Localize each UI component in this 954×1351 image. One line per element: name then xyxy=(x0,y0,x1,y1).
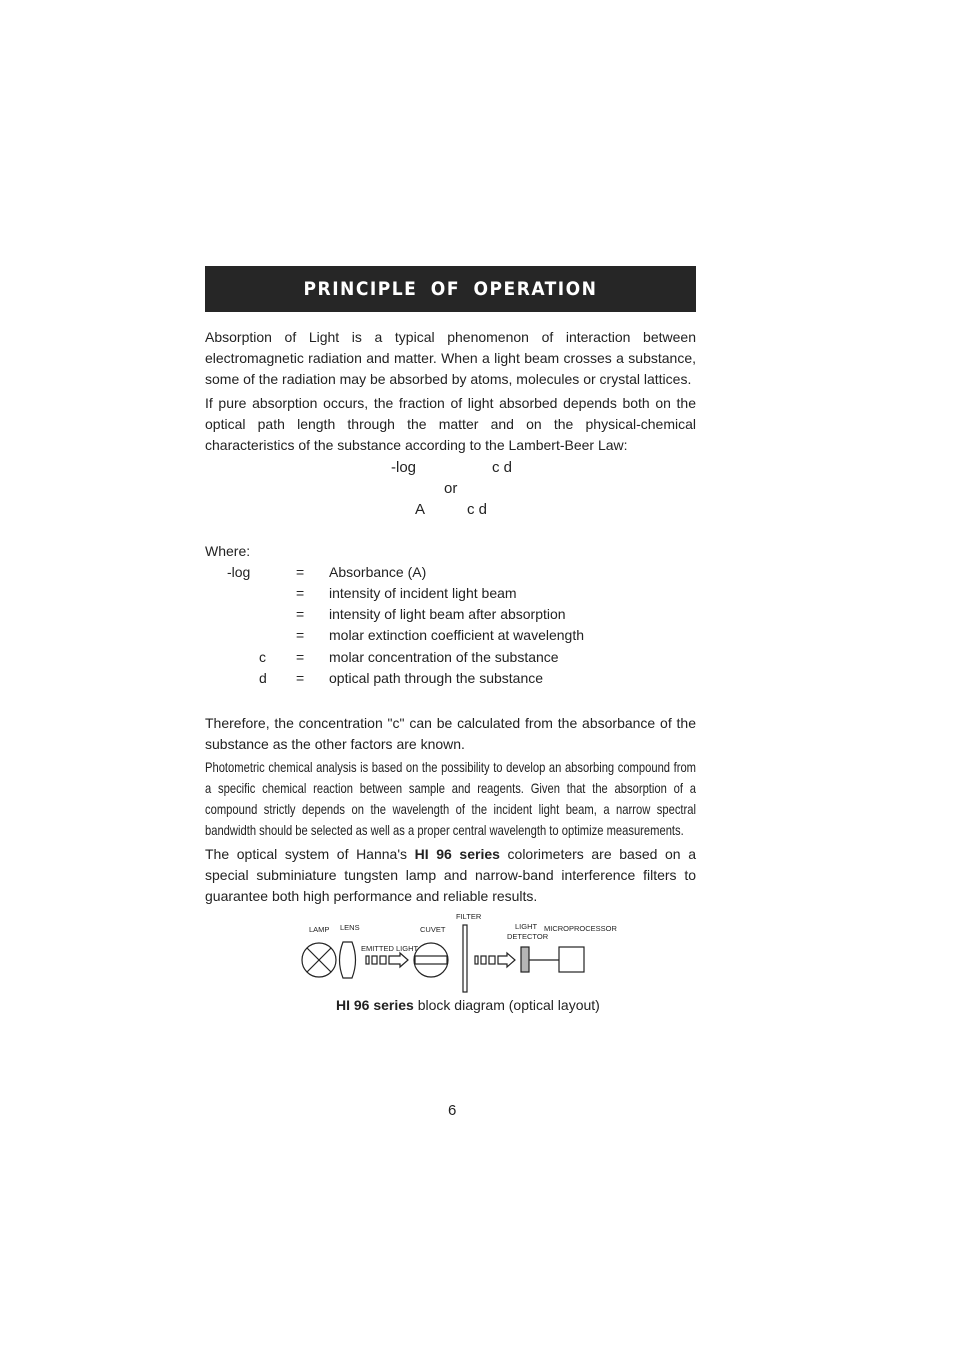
section-title-bar xyxy=(205,266,696,312)
filtered-light-arrow-icon xyxy=(475,953,515,967)
page-number: 6 xyxy=(448,1102,457,1119)
formula-or: or xyxy=(444,480,458,497)
lens-label: LENS xyxy=(340,923,360,932)
diagram-caption-text: block diagram (optical layout) xyxy=(413,997,600,1013)
where-desc-path: optical path through the substance xyxy=(329,670,544,686)
paragraph-optical-system xyxy=(205,844,696,907)
light-detector-icon xyxy=(521,947,529,972)
paragraph-absorption: Absorption of Light is a typical phenomenon of interaction between electromagnetic radiation and matter. When a light beam crosses a substance, some of the radiation may be absorbed by atoms, molecules or crystal lattices. xyxy=(205,329,696,387)
filter-icon xyxy=(463,925,467,992)
where-label: Where: xyxy=(205,543,251,559)
where-symbol-log: -log xyxy=(227,564,251,580)
lamp-label: LAMP xyxy=(309,925,330,934)
equals-sign: = xyxy=(296,585,305,601)
diagram-caption-series: HI 96 series xyxy=(336,997,414,1013)
detector-label: DETECTOR xyxy=(507,932,549,941)
where-desc-incident: intensity of incident light beam xyxy=(329,585,517,601)
cuvet-label: CUVET xyxy=(420,925,446,934)
microprocessor-icon xyxy=(559,947,584,972)
cuvet-icon xyxy=(414,943,448,977)
diagram-caption xyxy=(336,995,600,1016)
formula-a: A xyxy=(415,501,426,518)
filter-label: FILTER xyxy=(456,912,482,921)
paragraph-concentration: Therefore, the concentration "c" can be calculated from the absorbance of the substance as the other factors are known. xyxy=(205,715,696,752)
formula-log: -log xyxy=(391,459,417,476)
where-desc-extinction: molar extinction coefficient at wavelength xyxy=(329,627,584,643)
equals-sign: = xyxy=(296,627,305,643)
series-name: HI 96 series xyxy=(414,846,500,862)
lamp-icon xyxy=(302,943,336,977)
optical-system-prefix: The optical system of Hanna's xyxy=(205,846,415,862)
equals-sign: = xyxy=(296,670,305,686)
microprocessor-label: MICROPROCESSOR xyxy=(544,924,617,933)
optical-system-suffix: colorimeters are based on a special subminiature tungsten lamp and narrow-band interference filters to guarantee both high performance and reliable results. xyxy=(205,846,696,904)
paragraph-lambert-beer: If pure absorption occurs, the fraction of light absorbed depends both on the optical path length through the matter and on the physical-chemical characteristics of the substance according to the Lambert-Beer Law: xyxy=(205,395,696,453)
optical-block-diagram xyxy=(290,905,630,1000)
where-symbol-d: d xyxy=(259,670,267,686)
where-symbol-c: c xyxy=(259,649,266,665)
lens-icon xyxy=(340,942,356,978)
emitted-light-label: EMITTED LIGHT xyxy=(361,944,419,953)
light-label: LIGHT xyxy=(515,922,538,931)
equals-sign: = xyxy=(296,649,305,665)
formula-cd-1: c d xyxy=(492,459,513,476)
where-desc-after: intensity of light beam after absorption xyxy=(329,606,566,622)
equals-sign: = xyxy=(296,606,305,622)
formula-cd-2: c d xyxy=(467,501,488,518)
equals-sign: = xyxy=(296,564,305,580)
where-desc-absorbance: Absorbance (A) xyxy=(329,564,427,580)
paragraph-photometric: Photometric chemical analysis is based on the possibility to develop an absorbing compound from a specific chemical reaction between sample and reagents. Given that the absorption of a compound strictly depends on the wavelength of the incident light beam, a narrow spectral bandwidth should be selected as well as a proper central wavelength to optimize measurements. xyxy=(205,759,696,838)
section-title: PRINCIPLE OF OPERATION xyxy=(303,278,598,300)
where-desc-concentration: molar concentration of the substance xyxy=(329,649,559,665)
emitted-light-arrow-icon xyxy=(366,953,408,967)
